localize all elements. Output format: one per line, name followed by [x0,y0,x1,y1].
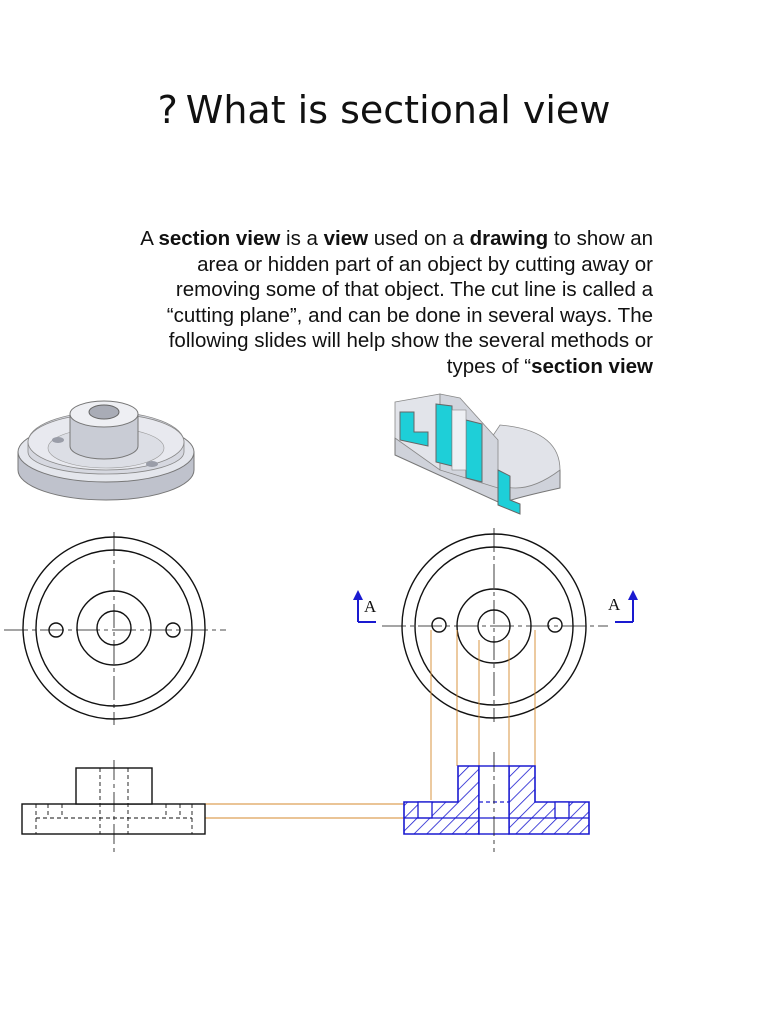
bold-term: drawing [469,227,549,250]
paragraph-text: is a [280,227,324,250]
bold-term: section view [158,227,281,250]
title-text: What is sectional view [185,88,611,132]
bold-term: section view [531,354,653,378]
bold-term: view [323,227,369,250]
section-label-right: A [608,595,621,614]
paragraph-text: A [140,227,159,250]
top-view-right [382,528,608,722]
isometric-section-view [395,394,560,514]
isometric-flange [18,401,194,500]
section-label-left: A [364,597,377,616]
question-mark-icon: ? [157,88,178,132]
paragraph-text: used on a [368,227,470,250]
paragraph-text: to show an area or hidden part of an object by cutting away or removing some of that object. The cut line is called a “cutting plane”, and can be done in several ways. The following slides will help show the several methods or types of “ [166,227,653,378]
front-view-section [404,752,589,852]
top-view-left [4,532,226,725]
front-view-left [22,760,205,852]
